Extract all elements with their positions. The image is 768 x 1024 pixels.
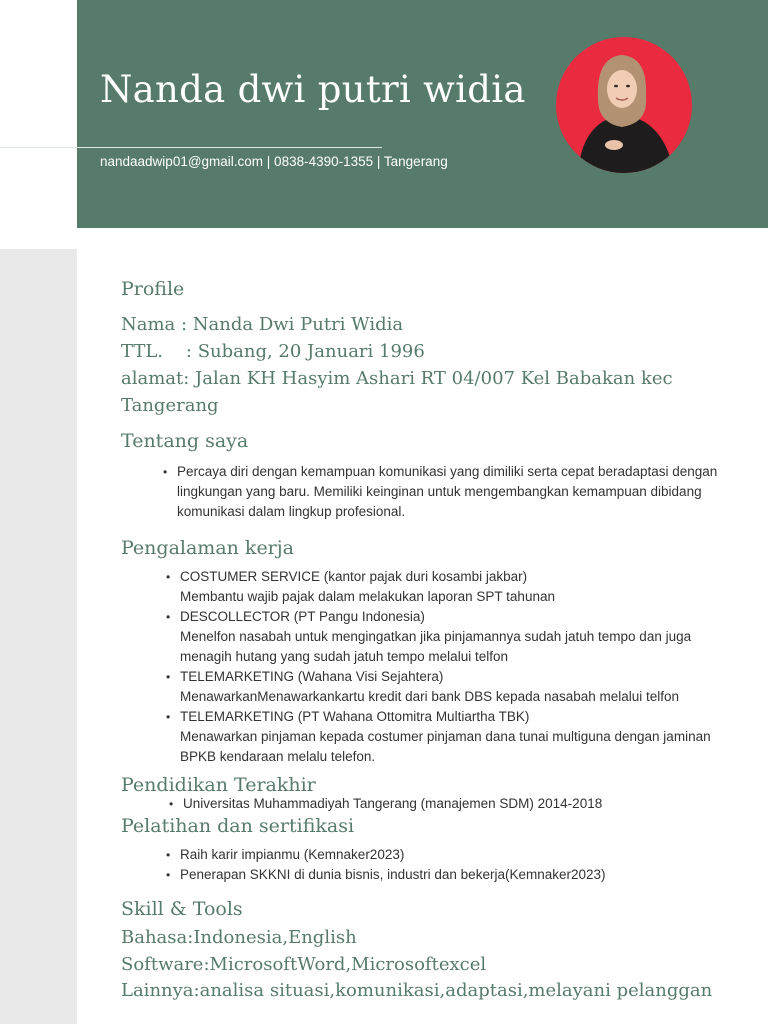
list-item [180, 607, 725, 667]
skill-bahasa: Bahasa:Indonesia,English [121, 927, 357, 948]
job-title: • TELEMARKETING (Wahana Visi Sejahtera) [180, 669, 444, 684]
skills-details [121, 925, 712, 1005]
profile-alamat-line1: alamat: Jalan KH Hasyim Ashari RT 04/007 Kel Babakan kec [121, 368, 673, 389]
header-divider [0, 147, 382, 148]
tentang-list [177, 462, 742, 522]
job-title: • TELEMARKETING (PT Wahana Ottomitra Multiartha TBK) [180, 709, 530, 724]
portrait-illustration [556, 37, 692, 173]
list-item: • Raih karir impianmu (Kemnaker2023) [180, 845, 725, 865]
tentang-heading: Tentang saya [121, 430, 249, 452]
pendidikan-list [183, 794, 728, 814]
profile-alamat-line2: Tangerang [121, 395, 219, 416]
profile-details [121, 311, 673, 419]
candidate-name: Nanda dwi putri widia [100, 68, 526, 111]
list-item [180, 707, 725, 767]
list-item: • Universitas Muhammadiyah Tangerang (manajemen SDM) 2014-2018 [183, 794, 728, 814]
skills-heading: Skill & Tools [121, 898, 243, 920]
job-description: Menawarkan pinjaman kepada costumer pinjaman dana tunai multiguna dengan jaminan BPKB kendaraan melalu telefon. [180, 729, 711, 764]
profile-heading: Profile [121, 278, 185, 300]
pengalaman-heading: Pengalaman kerja [121, 537, 294, 559]
left-sidebar-strip [0, 249, 77, 1024]
skill-lainnya: Lainnya:analisa situasi,komunikasi,adaptasi,melayani pelanggan [121, 980, 713, 1001]
pendidikan-heading: Pendidikan Terakhir [121, 774, 316, 796]
skill-software: Software:MicrosoftWord,Microsoftexcel [121, 953, 487, 975]
pelatihan-heading: Pelatihan dan sertifikasi [121, 815, 355, 837]
profile-nama: Nama : Nanda Dwi Putri Widia [121, 314, 404, 335]
list-item [180, 667, 725, 707]
job-title: • COSTUMER SERVICE (kantor pajak duri kosambi jakbar) [180, 569, 528, 584]
pengalaman-list [180, 567, 725, 767]
person-photo-icon [556, 37, 692, 173]
job-title: • DESCOLLECTOR (PT Pangu Indonesia) [180, 609, 425, 624]
job-description: MenawarkanMenawarkankartu kredit dari bank DBS kepada nasabah melalui telfon [180, 689, 680, 704]
job-description: Membantu wajib pajak dalam melakukan laporan SPT tahunan [180, 589, 555, 604]
list-item: • Percaya diri dengan kemampuan komunikasi yang dimiliki serta cepat beradaptasi dengan lingkungan yang baru. Memiliki keinginan untuk mengembangkan kemampuan dibidang komunikasi dalam lingkup profesional. [177, 462, 742, 522]
pelatihan-list [180, 845, 725, 885]
profile-ttl: TTL. : Subang, 20 Januari 1996 [121, 341, 425, 362]
list-item: • Penerapan SKKNI di dunia bisnis, industri dan bekerja(Kemnaker2023) [180, 865, 725, 885]
contact-info: nandaadwip01@gmail.com | 0838-4390-1355 | Tangerang [100, 154, 448, 169]
list-item [180, 567, 725, 607]
job-description: Menelfon nasabah untuk mengingatkan jika pinjamannya sudah jatuh tempo dan juga menagih hutang yang sudah jatuh tempo melalui telfon [180, 629, 692, 664]
